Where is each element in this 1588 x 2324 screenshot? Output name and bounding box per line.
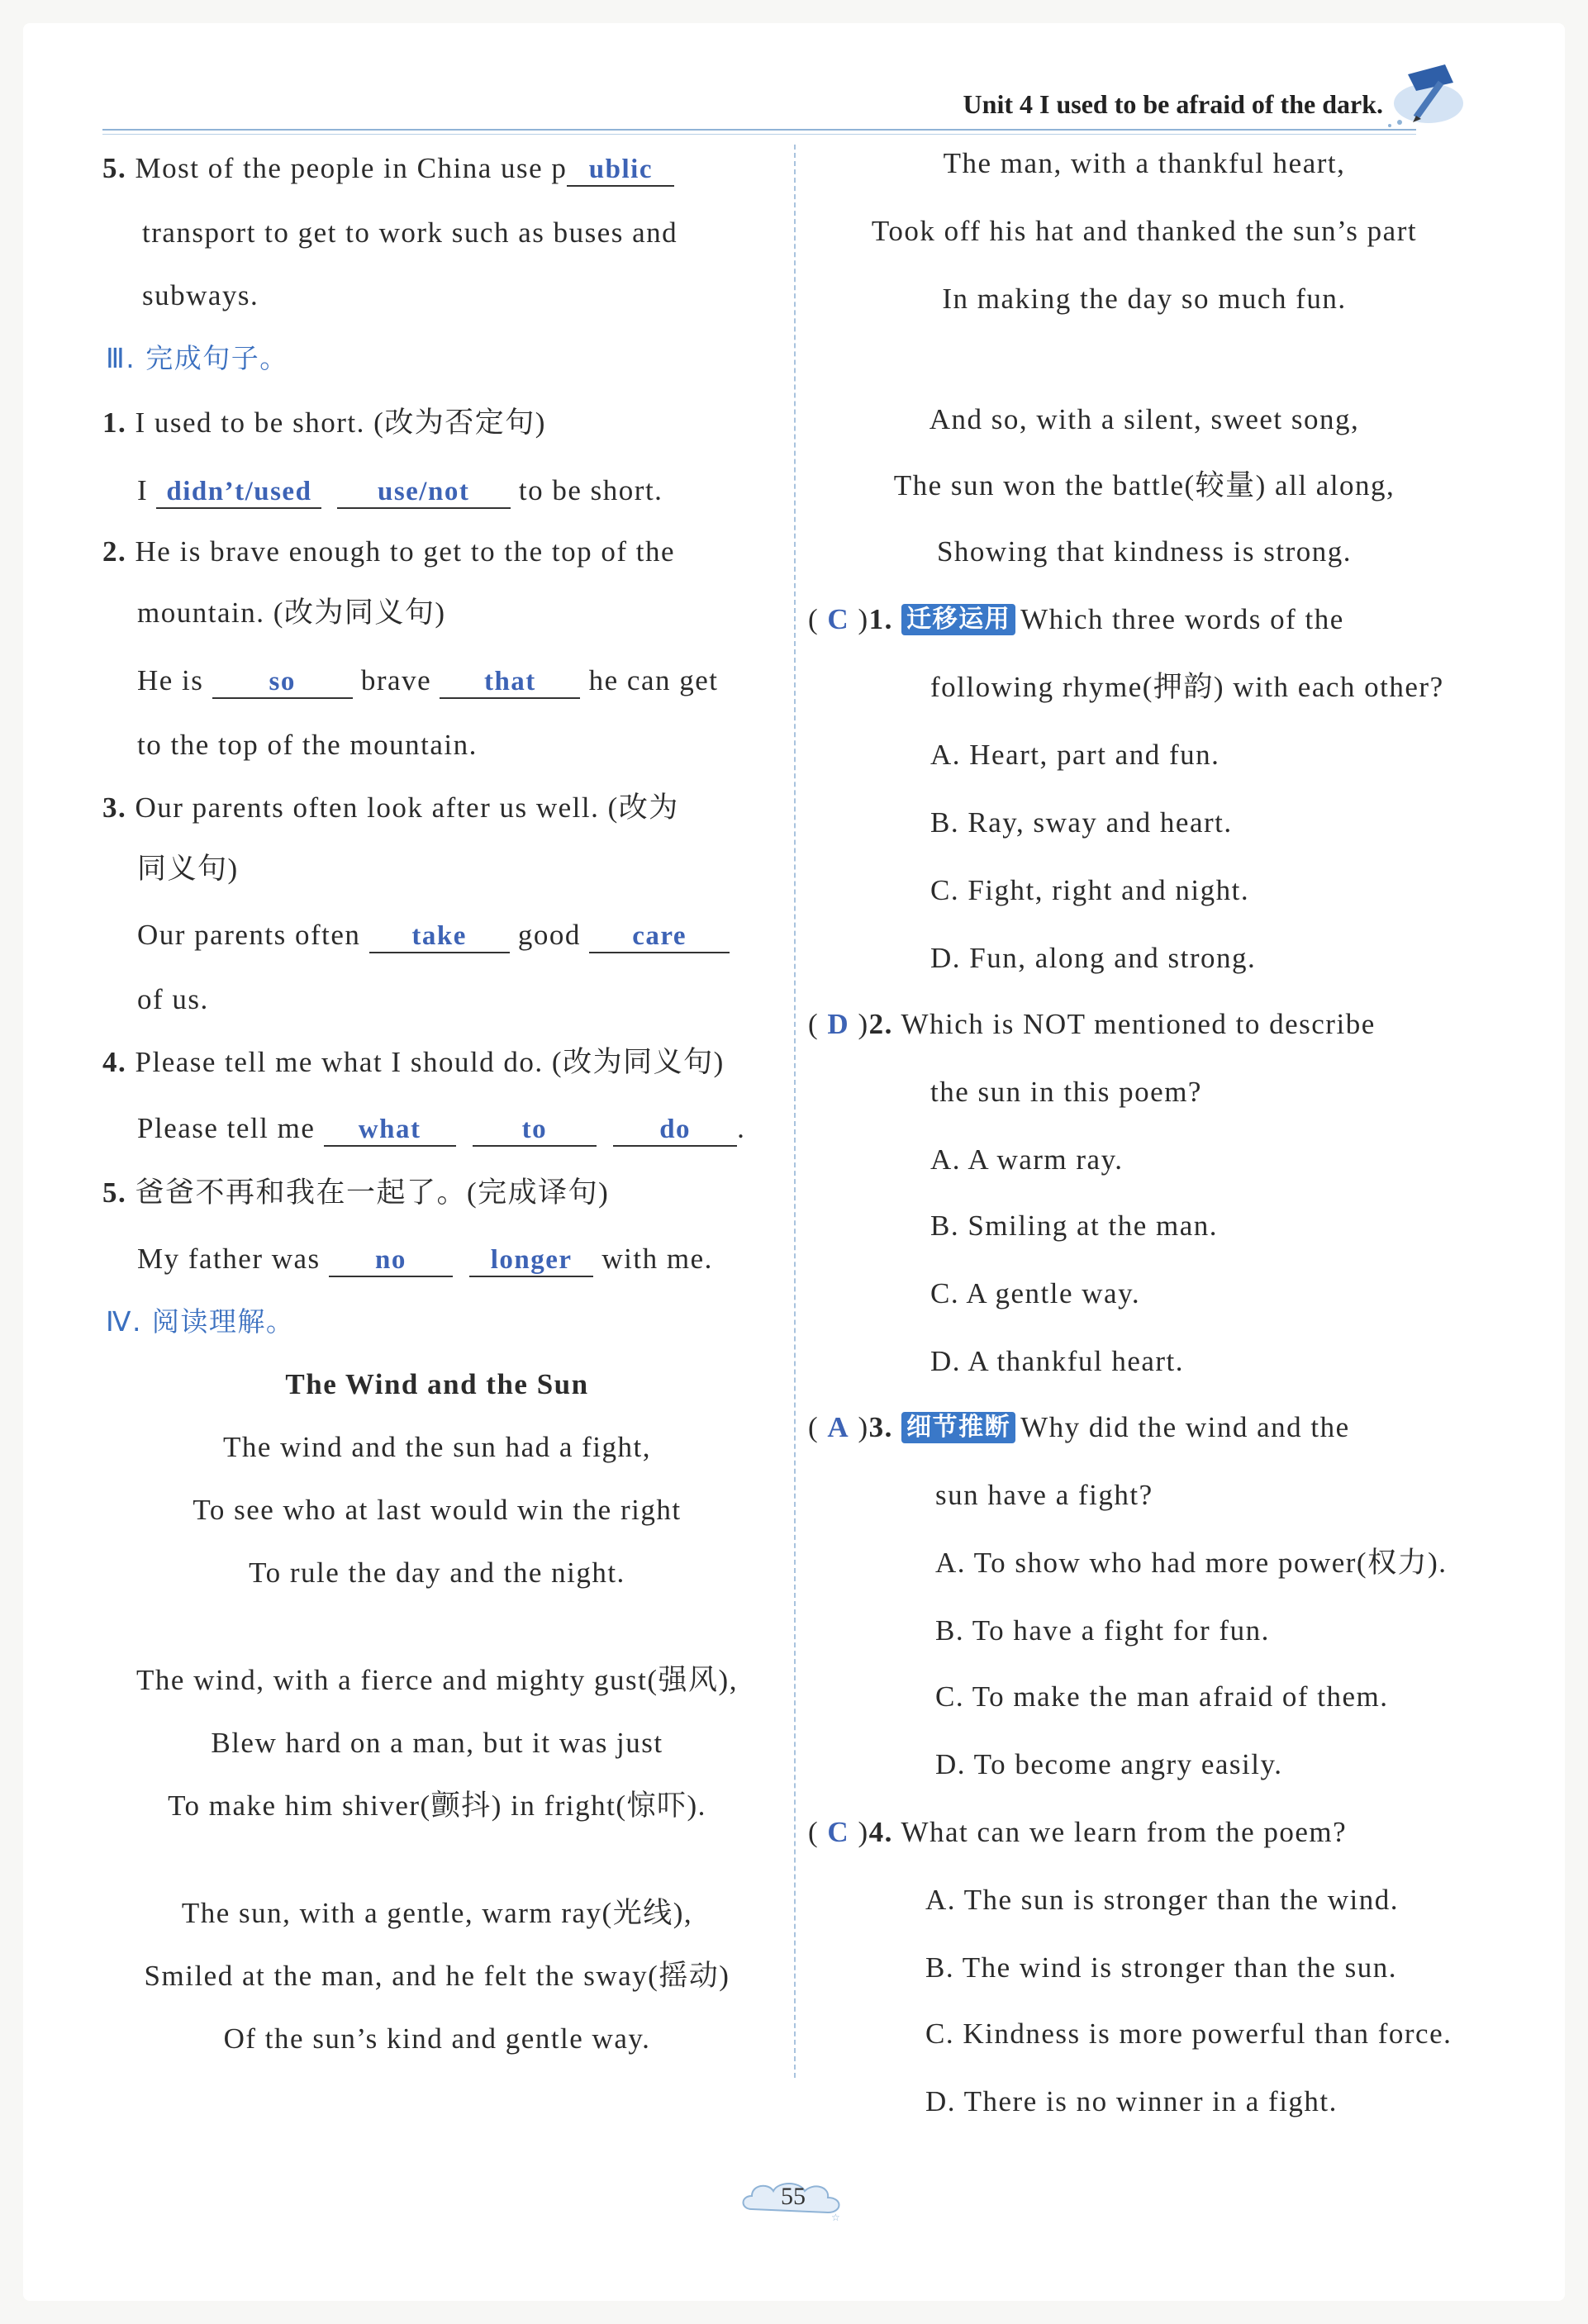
answer-text: I xyxy=(137,474,149,506)
answer-blank[interactable]: care xyxy=(589,922,730,953)
s3-question-line2: 同义句) xyxy=(137,853,239,885)
question-text: Please tell me what I should do. (改为同义句) xyxy=(135,1046,725,1078)
unit-title: Unit 4 I used to be afraid of the dark. xyxy=(963,89,1383,119)
answer-text: brave xyxy=(360,664,432,696)
question-number: 3. xyxy=(102,791,127,824)
answer-choice[interactable]: A xyxy=(827,1411,850,1443)
column-divider xyxy=(794,145,796,2078)
q4-option: A. The sun is stronger than the wind. xyxy=(925,1884,1399,1916)
page-number: 55 xyxy=(781,2183,806,2210)
answer-text: My father was xyxy=(137,1243,321,1275)
answer-text: to be short. xyxy=(518,474,663,506)
question-text: Which three words of the xyxy=(1020,603,1344,635)
q4-option: B. The wind is stronger than the sun. xyxy=(925,1951,1398,1984)
skill-tag: 细节推断 xyxy=(901,1412,1015,1443)
answer-blank[interactable]: that xyxy=(440,668,580,699)
s3-answer-line2: of us. xyxy=(137,983,209,1015)
section-heading-3: Ⅲ. 完成句子。 xyxy=(106,342,288,374)
poem-line: The sun won the battle(较量) all along, xyxy=(893,469,1395,501)
skill-tag: 迁移运用 xyxy=(901,604,1015,635)
s3-answer xyxy=(137,919,730,953)
page-number-badge xyxy=(735,2174,851,2224)
poem-line: And so, with a silent, sweet song, xyxy=(929,403,1360,435)
question-text: Most of the people in China use p xyxy=(135,152,568,184)
q1-question-line2: following rhyme(押韵) with each other? xyxy=(930,671,1444,703)
s1-question xyxy=(102,406,546,440)
answer-text: . xyxy=(737,1112,746,1144)
q4-question: ( C )4. What can we learn from the poem? xyxy=(808,1816,1348,1848)
poem-line: The man, with a thankful heart, xyxy=(943,147,1346,179)
s3-question xyxy=(102,791,679,825)
question-text: He is brave enough to get to the top of the xyxy=(135,535,676,568)
answer-blank[interactable]: ublic xyxy=(567,155,674,187)
question-number: 4. xyxy=(102,1046,127,1078)
poem-line: The wind, with a fierce and mighty gust(强风), xyxy=(136,1664,738,1696)
svg-text:☆: ☆ xyxy=(831,2212,840,2223)
question-number: 2. xyxy=(102,535,127,568)
q5-line3: subways. xyxy=(142,279,259,311)
q3-option: B. To have a fight for fun. xyxy=(935,1614,1270,1647)
s5-question xyxy=(102,1176,609,1210)
question-number: 2. xyxy=(868,1008,893,1040)
q3-option: D. To become angry easily. xyxy=(935,1748,1283,1780)
question-number: 5. xyxy=(102,1176,127,1209)
q2-option: C. A gentle way. xyxy=(930,1277,1141,1309)
s2-question-line2: mountain. (改为同义句) xyxy=(137,596,446,629)
q2-question-line2: the sun in this poem? xyxy=(930,1076,1202,1108)
answer-blank[interactable]: no xyxy=(329,1246,453,1277)
q3-question: ( A )3. 细节推断 Why did the wind and the xyxy=(808,1411,1350,1443)
answer-text: with me. xyxy=(601,1243,713,1275)
answer-blank[interactable]: use/not xyxy=(337,478,511,509)
poem-line: To make him shiver(颤抖) in fright(惊吓). xyxy=(168,1789,706,1822)
question-number: 4. xyxy=(868,1816,893,1848)
answer-blank[interactable]: do xyxy=(613,1115,737,1147)
poem-line: The sun, with a gentle, warm ray(光线), xyxy=(181,1897,693,1929)
poem-line: Showing that kindness is strong. xyxy=(936,535,1353,568)
q2-option: B. Smiling at the man. xyxy=(930,1210,1218,1242)
poem-line: Blew hard on a man, but it was just xyxy=(211,1727,663,1759)
q1-question: ( C )1. 迁移运用 Which three words of the xyxy=(808,603,1344,635)
answer-choice[interactable]: C xyxy=(827,603,850,635)
answer-text: He is xyxy=(137,664,204,696)
s5-answer xyxy=(137,1243,713,1277)
question-text: Which is NOT mentioned to describe xyxy=(901,1008,1376,1040)
q3-option: C. To make the man afraid of them. xyxy=(935,1680,1389,1713)
poem-line: The wind and the sun had a fight, xyxy=(222,1431,651,1463)
answer-blank[interactable]: to xyxy=(473,1115,597,1147)
q5-line1 xyxy=(102,152,674,187)
poem-line: To see who at last would win the right xyxy=(193,1494,682,1526)
s1-answer xyxy=(137,474,663,509)
answer-blank[interactable]: what xyxy=(324,1115,456,1147)
answer-blank[interactable]: take xyxy=(369,922,510,953)
question-text: 爸爸不再和我在一起了。(完成译句) xyxy=(135,1176,610,1209)
question-number: 1. xyxy=(102,406,127,439)
question-text: I used to be short. (改为否定句) xyxy=(135,406,546,439)
s4-answer xyxy=(137,1112,745,1147)
question-text: Our parents often look after us well. (改为 xyxy=(135,791,679,824)
q3-option: A. To show who had more power(权力). xyxy=(935,1547,1448,1579)
q2-question: ( D )2. Which is NOT mentioned to describe xyxy=(808,1008,1376,1040)
answer-text: Please tell me xyxy=(137,1112,316,1144)
poem-line: Took off his hat and thanked the sun’s part xyxy=(871,215,1418,247)
page-header xyxy=(102,83,1466,132)
q1-option: C. Fight, right and night. xyxy=(930,874,1250,906)
poem-line: Of the sun’s kind and gentle way. xyxy=(223,2022,651,2055)
answer-blank[interactable]: longer xyxy=(469,1246,593,1277)
question-text: What can we learn from the poem? xyxy=(901,1816,1348,1848)
s2-answer-line2: to the top of the mountain. xyxy=(137,729,478,761)
answer-text: good xyxy=(517,919,581,951)
answer-choice[interactable]: C xyxy=(827,1816,850,1848)
header-rule xyxy=(102,129,1416,131)
q1-option: B. Ray, sway and heart. xyxy=(930,806,1233,839)
poem-line: To rule the day and the night. xyxy=(249,1556,625,1589)
q2-option: A. A warm ray. xyxy=(930,1143,1124,1176)
s2-answer xyxy=(137,664,719,699)
answer-blank[interactable]: didn’t/used xyxy=(156,478,321,509)
q5-line2: transport to get to work such as buses and xyxy=(142,216,678,249)
q3-question-line2: sun have a fight? xyxy=(935,1479,1153,1511)
s4-question xyxy=(102,1046,725,1079)
q4-option: D. There is no winner in a fight. xyxy=(925,2085,1338,2117)
question-number: 3. xyxy=(868,1411,893,1443)
answer-text: he can get xyxy=(588,664,719,696)
q4-option: C. Kindness is more powerful than force. xyxy=(925,2017,1452,2050)
header-rule-thin xyxy=(102,134,1416,135)
pencil-cap-icon xyxy=(1383,58,1466,132)
q1-option: A. Heart, part and fun. xyxy=(930,739,1220,771)
answer-choice[interactable]: D xyxy=(827,1008,850,1040)
section-heading-4: Ⅳ. 阅读理解。 xyxy=(106,1305,295,1338)
poem-title: The Wind and the Sun xyxy=(285,1368,589,1400)
poem-line: Smiled at the man, and he felt the sway(摇动) xyxy=(144,1960,730,1992)
answer-blank[interactable]: so xyxy=(212,668,353,699)
q1-option: D. Fun, along and strong. xyxy=(930,942,1257,974)
s2-question xyxy=(102,535,675,568)
poem-line: In making the day so much fun. xyxy=(942,283,1347,315)
question-number: 1. xyxy=(868,603,893,635)
answer-text: Our parents often xyxy=(137,919,361,951)
question-text: Why did the wind and the xyxy=(1020,1411,1350,1443)
question-number: 5. xyxy=(102,152,127,184)
q2-option: D. A thankful heart. xyxy=(930,1345,1185,1377)
